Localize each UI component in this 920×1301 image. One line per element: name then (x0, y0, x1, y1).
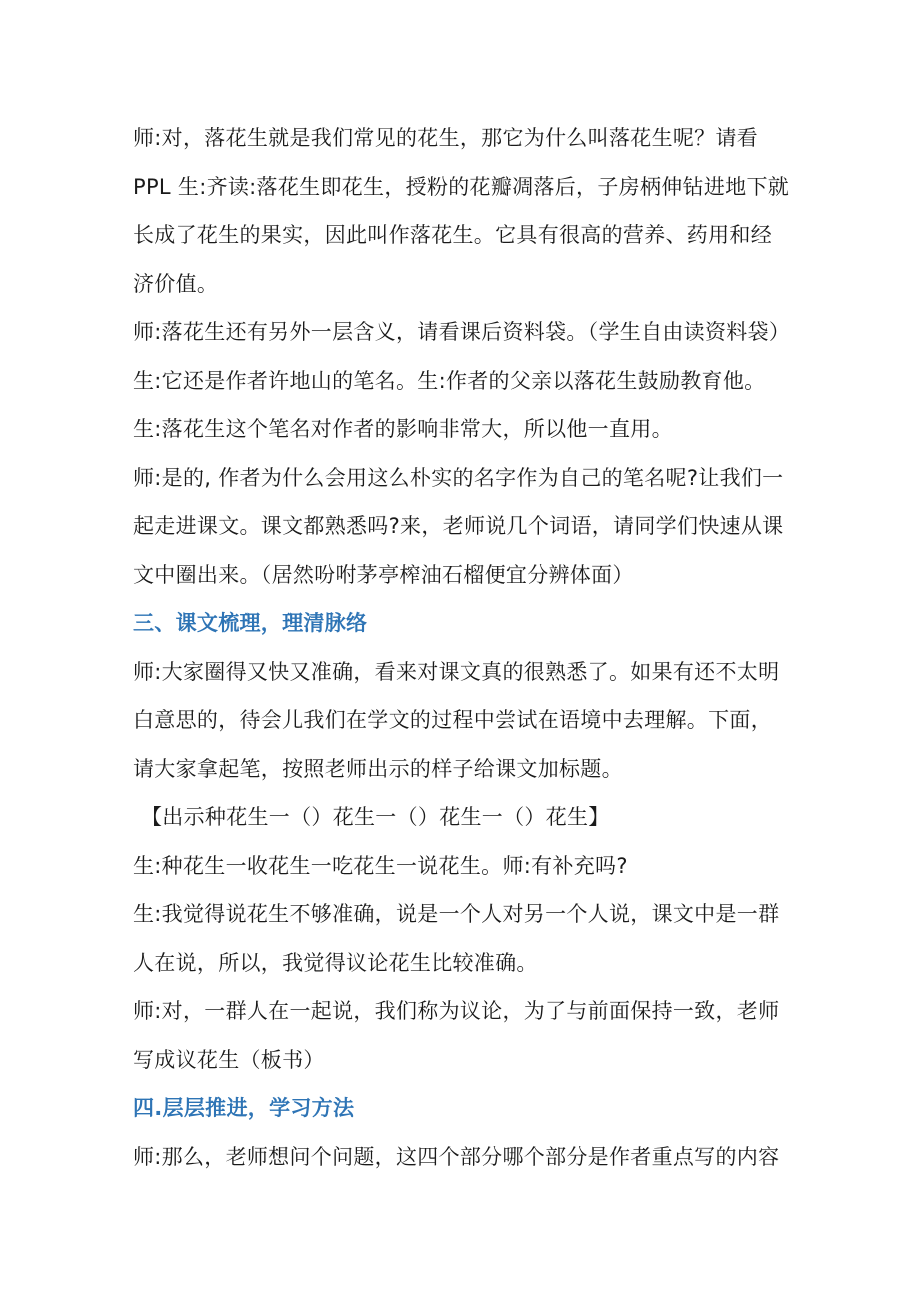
paragraph-line: 生:落花生这个笔名对作者的影响非常大，所以他一直用。 (133, 417, 673, 441)
paragraph-line: 师:是的, 作者为什么会用这么朴实的名字作为自己的笔名呢?让我们一 (133, 465, 784, 490)
paragraph-line: 请大家拿起笔，按照老师出示的样子给课文加标题。 (133, 756, 623, 781)
section-heading: 四.层层推进，学习方法 (133, 1096, 355, 1120)
paragraph-line: 师:落花生还有另外一层含义，请看课后资料袋。（学生自由读资料袋） (133, 320, 791, 344)
paragraph-line: 济价值。 (133, 271, 219, 296)
section-heading: 三、课文梳理，理清脉络 (133, 611, 368, 635)
paragraph-line: 生:种花生一收花生一吃花生一说花生。师:有补充吗? (133, 853, 628, 878)
document-page (133, 114, 798, 1181)
paragraph-line: 写成议花生（板书） (133, 1047, 325, 1072)
paragraph-line: PPL 生:齐读:落花生即花生，授粉的花瓣凋落后，子房柄伸钻进地下就 (133, 174, 790, 199)
paragraph-line: 师:那么，老师想问个问题，这四个部分哪个部分是作者重点写的内容 (133, 1144, 780, 1169)
paragraph-line: 师:对，落花生就是我们常见的花生，那它为什么叫落花生呢？请看 (133, 126, 759, 150)
paragraph-line: 【出示种花生一（）花生一（）花生一（）花生】 (141, 805, 610, 829)
paragraph-line: 文中圈出来。（居然吩咐茅亭榨油石榴便宜分辨体面） (133, 562, 634, 587)
paragraph-line: 师:对，一群人在一起说，我们称为议论，为了与前面保持一致，老师 (133, 999, 780, 1023)
paragraph-line: 生:我觉得说花生不够准确，说是一个人对另一个人说，课文中是一群 (133, 902, 780, 926)
paragraph-line: 师:大家圈得又快又准确，看来对课文真的很熟悉了。如果有还不太明 (133, 659, 780, 684)
paragraph-line: 生:它还是作者许地山的笔名。生:作者的父亲以落花生鼓励教育他。 (133, 368, 766, 393)
paragraph-line: 人在说，所以，我觉得议论花生比较准确。 (133, 950, 538, 975)
paragraph-line: 起走进课文。课文都熟悉吗?来，老师说几个词语，请同学们快速从课 (133, 514, 784, 538)
paragraph-line: 白意思的，待会儿我们在学文的过程中尝试在语境中去理解。下面， (133, 708, 772, 732)
paragraph-line: 长成了花生的果实，因此叫作落花生。它具有很高的营养、药用和经 (133, 223, 772, 247)
